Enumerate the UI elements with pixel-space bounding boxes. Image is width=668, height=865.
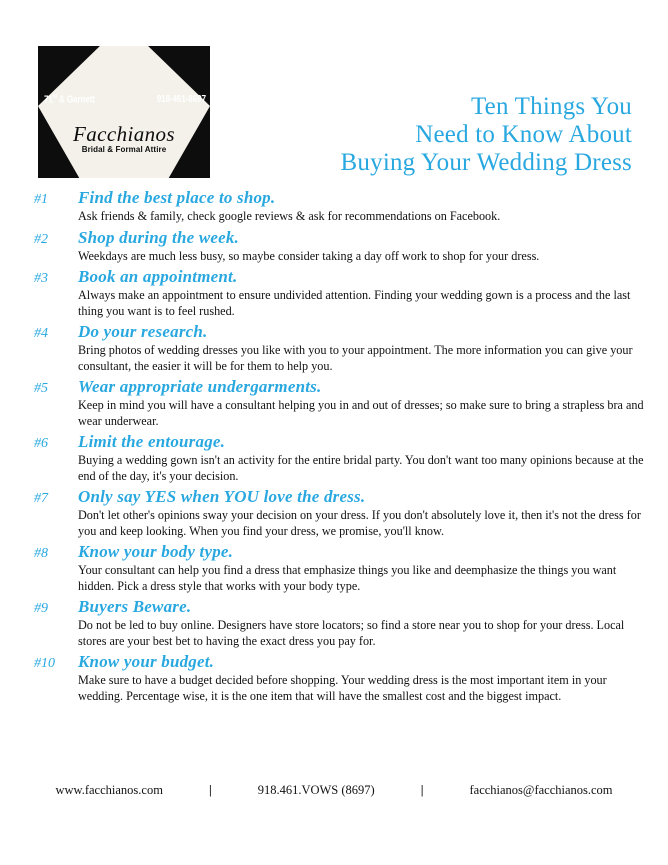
tip-heading bbox=[34, 652, 644, 672]
facchianos-logo bbox=[38, 46, 210, 178]
tip-item bbox=[34, 267, 644, 319]
tip-heading bbox=[34, 432, 644, 452]
footer-separator-1: | bbox=[208, 783, 212, 797]
tip-number: #2 bbox=[34, 231, 48, 247]
tip-item bbox=[34, 652, 644, 704]
tip-heading bbox=[34, 377, 644, 397]
tip-heading bbox=[34, 597, 644, 617]
tip-heading bbox=[34, 228, 644, 248]
footer-email[interactable]: facchianos@facchianos.com bbox=[469, 783, 613, 797]
tip-heading bbox=[34, 487, 644, 507]
footer-phone[interactable]: 918.461.VOWS (8697) bbox=[257, 783, 375, 797]
footer bbox=[0, 783, 668, 798]
tip-item bbox=[34, 188, 644, 225]
tip-number: #3 bbox=[34, 271, 48, 286]
logo-phone-label: 918-461-8697 bbox=[156, 94, 206, 105]
tip-number: #1 bbox=[34, 192, 48, 207]
tip-number: #9 bbox=[34, 601, 48, 616]
tip-heading bbox=[34, 322, 644, 342]
tip-number: #5 bbox=[34, 381, 48, 396]
tip-item bbox=[34, 597, 644, 649]
tip-body: Bring photos of wedding dresses you like with you to your appointment. The more information you can give your consultant, the easier it will be for them to help you. bbox=[78, 343, 633, 373]
tip-item bbox=[34, 228, 644, 265]
tip-title: Wear appropriate undergarments. bbox=[78, 377, 322, 396]
tip-title: Know your body type. bbox=[78, 542, 234, 561]
tip-body: Don't let other's opinions sway your decision on your dress. If you don't absolutely love it, then it's not the dress for you and keep looking. When you find your dress, we promise, you'll know. bbox=[78, 508, 641, 538]
tip-title: Limit the entourage. bbox=[78, 432, 226, 451]
tip-body: Keep in mind you will have a consultant helping you in and out of dresses; so make sure to bring a strapless bra and wear underwear. bbox=[78, 398, 644, 428]
tip-title: Find the best place to shop. bbox=[78, 188, 276, 207]
tip-number: #6 bbox=[34, 436, 48, 451]
tip-number: #7 bbox=[34, 491, 48, 506]
tip-title: Know your budget. bbox=[78, 652, 215, 671]
tip-body: Do not be led to buy online. Designers have store locators; so find a store near you to shop for your dress. Local stores are your best bet to having the exact dress you pay for. bbox=[78, 618, 625, 648]
page-title-line-2: Need to Know About bbox=[415, 121, 632, 148]
tip-title: Do your research. bbox=[78, 322, 208, 341]
tip-heading bbox=[34, 542, 644, 562]
tip-body: Make sure to have a budget decided before shopping. Your wedding dress is the most important item in your wedding. Percentage wise, it is the one item that will have the smallest cost and the biggest impact. bbox=[78, 673, 607, 703]
tips-list bbox=[34, 188, 644, 707]
tip-title: Only say YES when YOU love the dress. bbox=[78, 487, 366, 506]
tip-body: Ask friends & family, check google reviews & ask for recommendations on Facebook. bbox=[78, 209, 501, 223]
page-title bbox=[341, 93, 632, 177]
logo-address-label: 71st & Garnett bbox=[44, 94, 95, 106]
footer-website[interactable]: www.facchianos.com bbox=[55, 783, 163, 797]
tip-heading bbox=[34, 267, 644, 287]
tip-number: #8 bbox=[34, 546, 48, 561]
logo-wordmark: Facchianos bbox=[73, 122, 175, 146]
tip-item bbox=[34, 377, 644, 429]
tip-heading bbox=[34, 188, 644, 208]
tip-title: Buyers Beware. bbox=[78, 597, 192, 616]
tip-title: Book an appointment. bbox=[78, 267, 238, 286]
tip-item bbox=[34, 322, 644, 374]
tip-item bbox=[34, 432, 644, 484]
tip-body: Always make an appointment to ensure undivided attention. Finding your wedding gown is a process and the last thing you want is to feel rushed. bbox=[78, 288, 631, 318]
tip-number: #4 bbox=[34, 326, 48, 341]
tip-item bbox=[34, 487, 644, 539]
tip-body: Your consultant can help you find a dress that emphasize things you like and deemphasize the things you want hidden. Pick a dress style that works with your body type. bbox=[78, 563, 617, 593]
tip-body: Weekdays are much less busy, so maybe consider taking a day off work to shop for your dress. bbox=[78, 248, 540, 263]
footer-separator-2: | bbox=[420, 783, 424, 797]
page-title-line-3: Buying Your Wedding Dress bbox=[340, 149, 632, 176]
tip-item bbox=[34, 542, 644, 594]
tip-title: Shop during the week. bbox=[78, 227, 240, 247]
tip-body: Buying a wedding gown isn't an activity for the entire bridal party. You don't want too many opinions because at the end of the day, it's your decision. bbox=[78, 453, 644, 483]
tip-number: #10 bbox=[34, 656, 55, 671]
logo-tagline: Bridal & Formal Attire bbox=[81, 145, 167, 154]
page-title-line-1: Ten Things You bbox=[470, 93, 632, 120]
